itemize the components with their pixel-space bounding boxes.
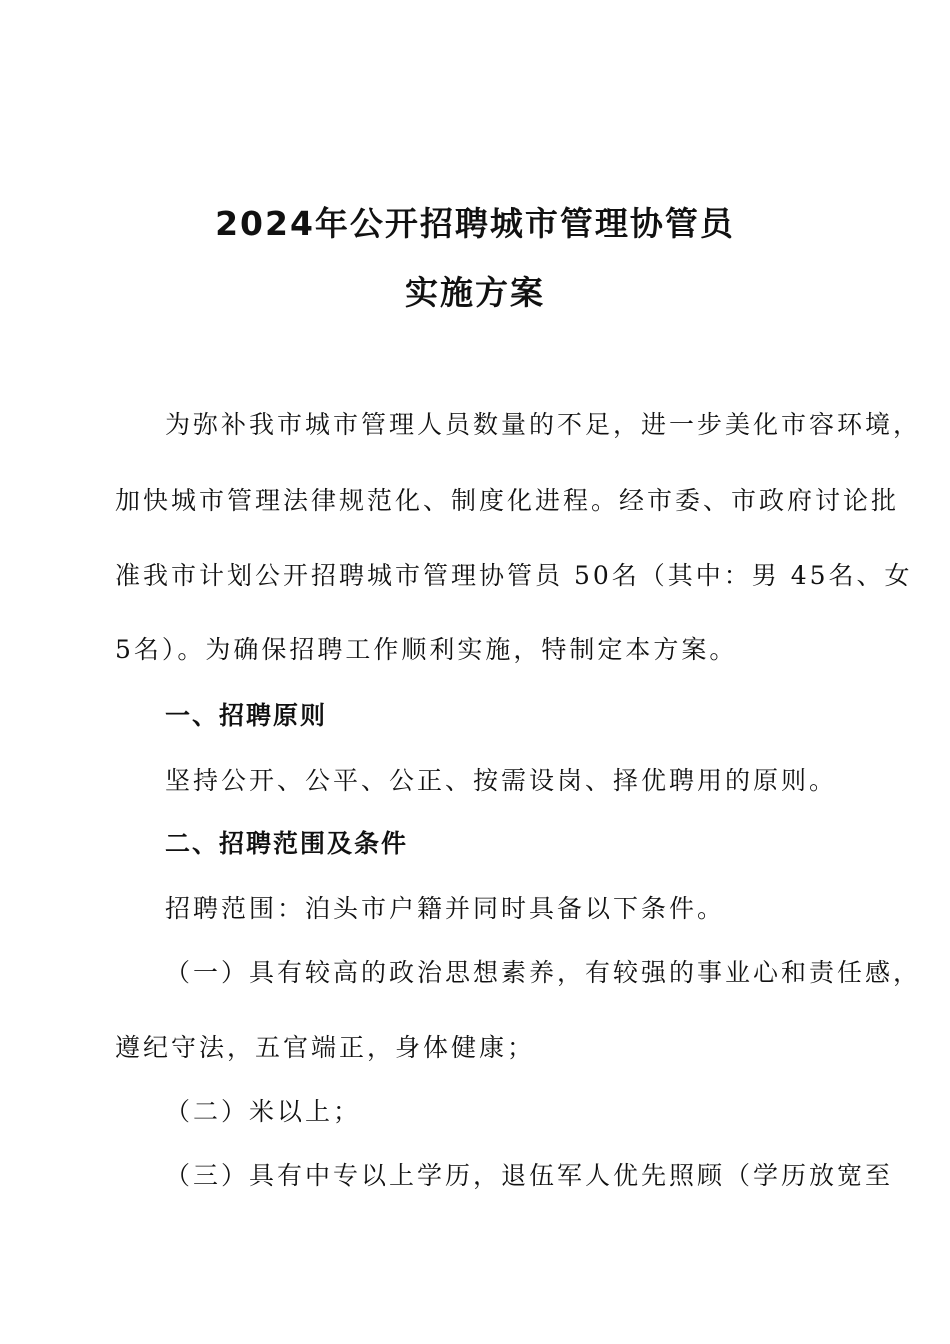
- condition-item-2: （二）米以上；: [165, 1097, 362, 1126]
- intro-paragraph-line: 5名）。为确保招聘工作顺利实施，特制定本方案。: [115, 635, 738, 664]
- intro-paragraph-line: 为弥补我市城市管理人员数量的不足，进一步美化市容环境，: [165, 410, 922, 439]
- condition-item-3: （三）具有中专以上学历，退伍军人优先照顾（学历放宽至: [165, 1161, 894, 1190]
- document-subtitle: 实施方案: [405, 273, 545, 312]
- intro-paragraph-line: 加快城市管理法律规范化、制度化进程。经市委、市政府讨论批: [115, 486, 900, 515]
- condition-item-1-continued: 遵纪守法，五官端正，身体健康；: [115, 1033, 536, 1062]
- scope-text: 招聘范围：泊头市户籍并同时具备以下条件。: [165, 894, 726, 923]
- section-heading-principles: 一、招聘原则: [165, 701, 328, 730]
- document-title: 2024年公开招聘城市管理协管员: [215, 204, 735, 243]
- condition-item-1: （一）具有较高的政治思想素养，有较强的事业心和责任感，: [165, 958, 922, 987]
- section-heading-scope-conditions: 二、招聘范围及条件: [165, 829, 409, 858]
- intro-paragraph-line: 准我市计划公开招聘城市管理协管员 50名（其中：男 45名、女: [115, 561, 913, 590]
- principles-text: 坚持公开、公平、公正、按需设岗、择优聘用的原则。: [165, 766, 838, 795]
